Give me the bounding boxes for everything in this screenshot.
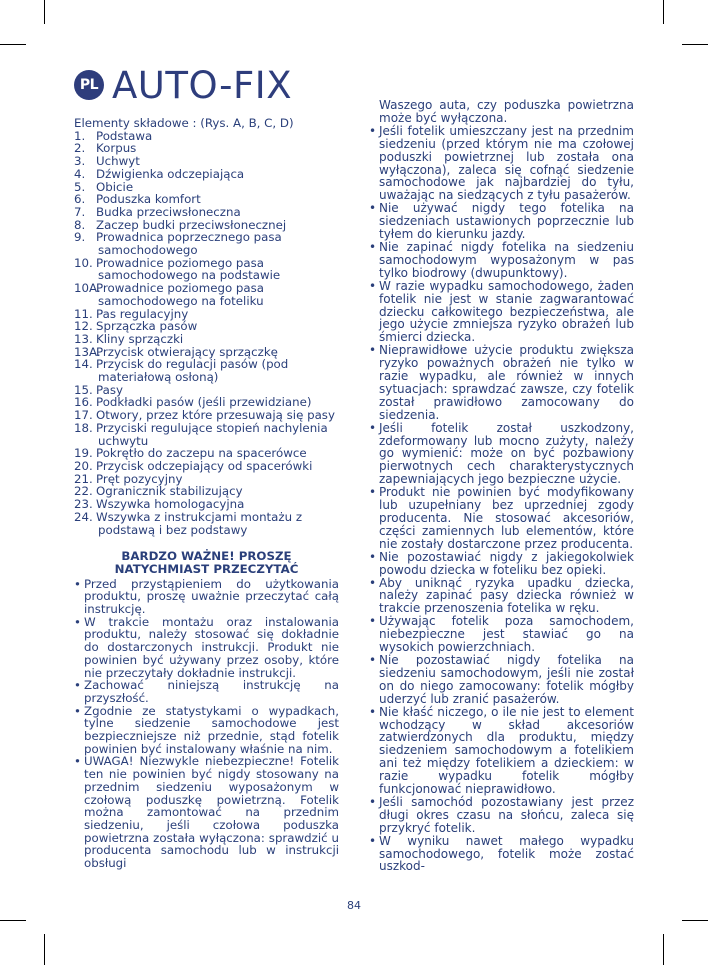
right-column <box>369 99 634 873</box>
warning-item: • Jeśli fotelik umieszczany jest na przednim siedzeniu (przed którym nie ma czołowej poduszki powietrznej lub została ona wyłączona), zaleca się cofnąć siedzenie samochodowe jak najbardziej do tyłu, uważając na siedzących z tyłu pasażerów. <box>369 125 634 202</box>
crop-mark <box>663 0 664 24</box>
warning-item: • Zachować niniejszą instrukcję na przyszłość. <box>74 679 339 704</box>
component-number: 21. <box>74 471 93 486</box>
component-label: Pręt pozycyjny <box>96 471 183 486</box>
component-item <box>74 282 339 307</box>
component-number: 15. <box>74 382 93 397</box>
component-number: 23. <box>74 497 93 512</box>
component-label: Uchwyt <box>96 154 140 169</box>
warning-item: • Nieprawidłowe użycie produktu zwiększa ryzyko poważnych obrażeń nie tylko w razie wypadku, ale również w innych sytuacjach: sprawdzać zawsze, czy fotelik został prawidłowo zamocowany do siedzenia. <box>369 344 634 421</box>
component-number: 17. <box>74 408 93 423</box>
warning-item: • Zgodnie ze statystykami o wypadkach, tylne siedzenie samochodowe jest bezpieczniejsze niż przednie, stąd fotelik powinien być instalowany właśnie na nim. <box>74 705 339 756</box>
warning-item: • Nie zapinać nigdy fotelika na siedzeniu samochodowym wyposażonym w pas tylko biodrowy (dwupunktowy). <box>369 241 634 280</box>
crop-mark <box>682 44 708 45</box>
warning-heading: BARDZO WAŻNE! PROSZĘ NATYCHMIAST PRZECZYTAĆ <box>114 549 299 576</box>
component-number: 18. <box>74 420 93 435</box>
component-number: 16. <box>74 395 93 410</box>
warning-item: • Aby uniknąć ryzyka upadku dziecka, należy zapinać pasy dziecka również w trakcie przenoszenia fotelika w ręku. <box>369 577 634 616</box>
component-label: Obicie <box>96 179 134 194</box>
component-number: 22. <box>74 484 93 499</box>
component-label: Korpus <box>96 141 137 156</box>
component-number: 19. <box>74 446 93 461</box>
components-intro: Elementy składowe : (Rys. A, B, C, D) <box>74 116 294 130</box>
component-item <box>74 358 339 383</box>
component-label: Przyciski regulujące stopień nachylenia uchwytu <box>96 420 328 448</box>
warning-item: • Nie pozostawiać nigdy fotelika na siedzeniu samochodowym, jeśli nie został on do niego zamocowany: fotelik mógłby uderzyć lub zranić pasażerów. <box>369 654 634 706</box>
component-label: Przycisk do regulacji pasów (pod materiałową osłoną) <box>96 357 289 385</box>
warning-list-right <box>369 125 634 874</box>
component-label: Pokrętło do zaczepu na spacerówce <box>96 446 307 461</box>
crop-mark <box>682 920 708 921</box>
component-number: 10A. <box>74 281 101 296</box>
components-list <box>74 130 339 537</box>
component-number: 14. <box>74 357 93 372</box>
component-number: 10. <box>74 255 93 270</box>
component-item <box>74 257 339 282</box>
component-label: Podstawa <box>96 128 153 143</box>
crop-mark <box>663 934 664 965</box>
component-label: Poduszka komfort <box>96 192 201 207</box>
component-item <box>74 422 339 447</box>
component-label: Podkładki pasów (jeśli przewidziane) <box>96 395 312 410</box>
warning-item: • W razie wypadku samochodowego, żaden fotelik nie jest w stanie zagwarantować dziecku całkowitego bezpieczeństwa, ale jego użycie zmniejsza ryzyko obrażeń lub śmierci dziecka. <box>369 280 634 345</box>
component-label: Zaczep budki przeciwsłonecznej <box>96 217 287 232</box>
component-label: Dźwigienka odczepiająca <box>96 166 245 181</box>
component-label: Budka przeciwsłoneczna <box>96 204 241 219</box>
warning-item: • W trakcie montażu oraz instalowania produktu, należy stosować się dokładnie do dostarczonych instrukcji. Produkt nie powinien być używany przez osoby, które nie przeczytały dokładnie instrukcji. <box>74 616 339 680</box>
component-label: Prowadnica poprzecznego pasa samochodowego <box>96 230 282 258</box>
component-number: 4. <box>74 166 86 181</box>
component-number: 5. <box>74 179 86 194</box>
crop-mark <box>44 0 45 24</box>
left-column <box>74 117 339 870</box>
continued-text: Waszego auta, czy poduszka powietrzna może być wyłączona. <box>379 98 634 125</box>
crop-mark <box>44 934 45 965</box>
component-number: 13. <box>74 331 93 346</box>
crop-mark <box>0 920 26 921</box>
component-label: Pasy <box>96 382 123 397</box>
component-label: Przycisk otwierający sprzączkę <box>96 344 278 359</box>
component-number: 8. <box>74 217 86 232</box>
component-label: Wszywka homologacyjna <box>96 497 245 512</box>
warning-item: • Jeśli samochód pozostawiany jest przez długi okres czasu na słońcu, zaleca się przykryć fotelik. <box>369 796 634 835</box>
warning-item: • Nie kłaść niczego, o ile nie jest to element wchodzący w skład akcesoriów zatwierdzonych dla produktu, między siedzeniem samochodowym a fotelikiem ani też między fotelikiem a dzieckiem: w razie wypadku fotelik mógłby funkcjonować nieprawidłowo. <box>369 706 634 796</box>
component-label: Sprzączka pasów <box>96 319 198 334</box>
component-number: 2. <box>74 141 86 156</box>
warning-list-left <box>74 578 339 870</box>
page-title: AUTO-FIX <box>112 63 293 107</box>
warning-item: • UWAGA! Niezwykle niebezpieczne! Fotelik ten nie powinien być nigdy stosowany na przednim siedzeniu wyposażonym w czołową poduszkę powietrzną. Fotelik można zamontować na przednim siedzeniu, jeśli czołowa poduszka powietrzna została wyłączona: sprawdzić u producenta samochodu lub w instrukcji obsługi <box>74 755 339 869</box>
component-number: 24. <box>74 509 93 524</box>
component-label: Pas regulacyjny <box>96 306 189 321</box>
warning-item: • Produkt nie powinien być modyfikowany lub uzupełniany bez uprzedniej zgody producenta. Nie stosować akcesoriów, części zamiennych lub elementów, które nie zostały dostarczone przez producenta. <box>369 486 634 551</box>
component-number: 7. <box>74 204 86 219</box>
component-number: 12. <box>74 319 93 334</box>
warning-item: • Jeśli fotelik został uszkodzony, zdeformowany lub mocno zużyty, należy go wymienić: może on być pozbawiony pierwotnych cech charakterystycznych zapewniających jego bezpieczne użycie. <box>369 422 634 487</box>
component-label: Przycisk odczepiający od spacerówki <box>96 458 313 473</box>
component-number: 13A. <box>74 344 101 359</box>
warning-item: • Przed przystąpieniem do użytkowania produktu, proszę uważnie przeczytać całą instrukcję. <box>74 578 339 616</box>
component-item <box>74 511 339 536</box>
language-badge: PL <box>74 70 104 100</box>
component-number: 1. <box>74 128 86 143</box>
component-number: 11. <box>74 306 93 321</box>
component-label: Wszywka z instrukcjami montażu z podstawą i bez podstawy <box>96 509 303 537</box>
component-number: 6. <box>74 192 86 207</box>
component-label: Prowadnice poziomego pasa samochodowego na podstawie <box>96 255 281 283</box>
warning-item: • Nie używać nigdy tego fotelika na siedzeniach ustawionych poprzecznie lub tyłem do kierunku jazdy. <box>369 202 634 241</box>
warning-item: • Nie pozostawiać nigdy z jakiegokolwiek powodu dziecka w foteliku bez opieki. <box>369 551 634 577</box>
crop-mark <box>0 44 26 45</box>
page-number: 84 <box>347 899 361 912</box>
component-item <box>74 231 339 256</box>
component-label: Prowadnice poziomego pasa samochodowego na foteliku <box>96 281 265 308</box>
component-number: 3. <box>74 154 86 169</box>
warning-item: • Używając fotelik poza samochodem, niebezpieczne jest stawiać go na wysokich powierzchniach. <box>369 615 634 654</box>
component-label: Ogranicznik stabilizujący <box>96 484 243 499</box>
warning-item: • W wyniku nawet małego wypadku samochodowego, fotelik może zostać uszkod- <box>369 835 634 874</box>
component-number: 20. <box>74 458 93 473</box>
component-label: Otwory, przez które przesuwają się pasy <box>96 408 335 423</box>
page-header <box>74 62 292 108</box>
component-label: Kliny sprzączki <box>96 331 184 346</box>
component-number: 9. <box>74 230 86 245</box>
